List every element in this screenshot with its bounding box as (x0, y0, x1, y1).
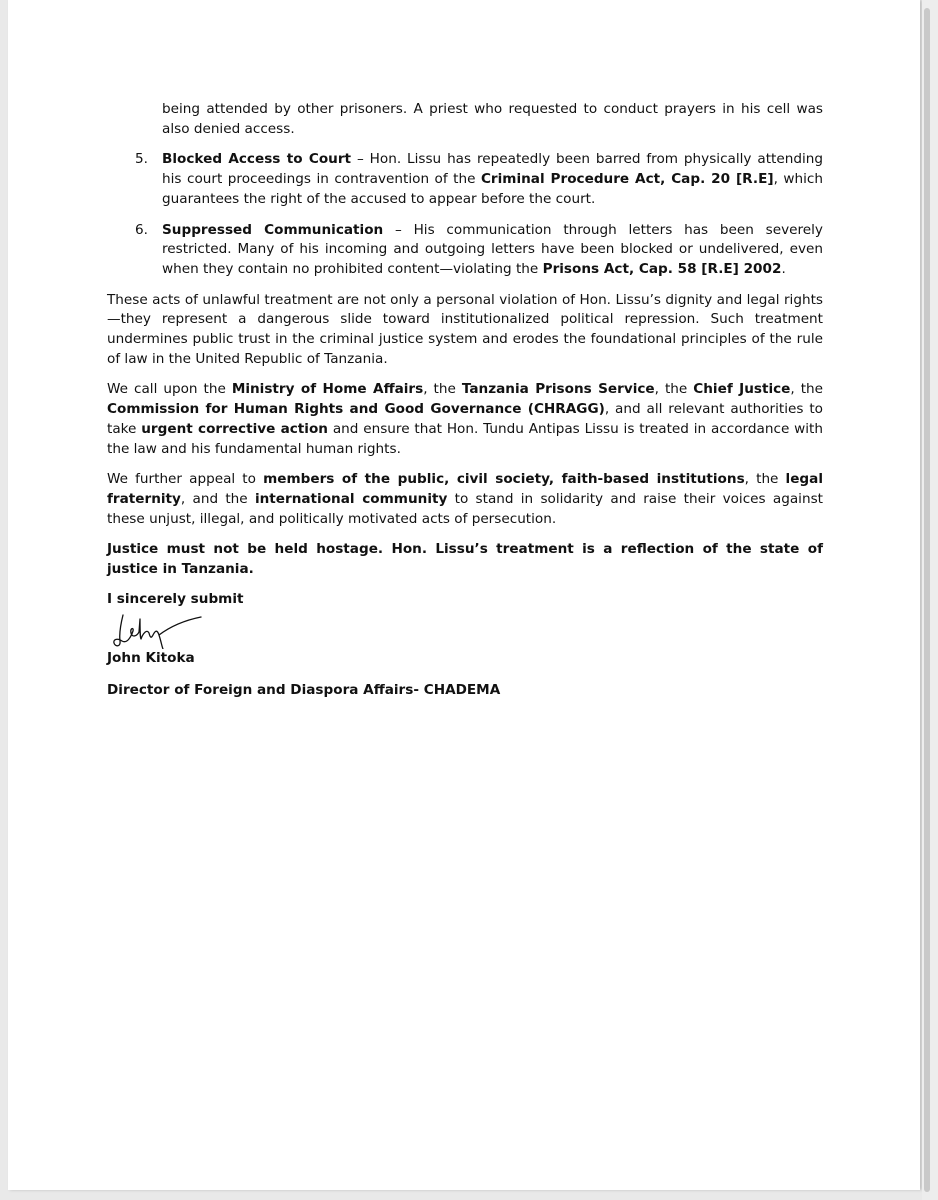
paragraph-unlawful-treatment: These acts of unlawful treatment are not only a personal violation of Hon. Lissu’s dignity and legal rights—they represent a dangerous slide toward institutionalized political repression. Such treatment undermines public trust in the criminal justice system and erodes the foundational principles of the rule of law in the United Republic of Tanzania. (107, 291, 823, 367)
list-number: 5. (135, 151, 148, 168)
signoff: I sincerely submit (107, 590, 244, 607)
list-number: 6. (135, 221, 148, 238)
list-item-text: – Hon. Lissu has repeatedly been barred from physically attending his court proceedings in contravention of the (162, 151, 823, 188)
bold-text: Commission for Human Rights and Good Governance (CHRAGG) (107, 401, 605, 418)
text: , the (790, 381, 824, 398)
list-item-blocked-access (107, 150, 823, 209)
list-item-text: , which guarantees the right of the accused to appear before the court. (162, 171, 823, 207)
text: , the (654, 381, 694, 398)
bold-text: Tanzania Prisons Service (461, 381, 655, 398)
paragraph-call-upon (107, 380, 823, 459)
document-body (107, 100, 823, 701)
list-item-continuation: being attended by other prisoners. A priest who requested to conduct prayers in his cell was also denied access. (162, 101, 823, 137)
text: , and the (180, 490, 255, 507)
list-item-heading: Blocked Access to Court (162, 151, 352, 168)
bold-text: legal fraternity (107, 471, 823, 507)
closing-statement: Justice must not be held hostage. Hon. Lissu’s treatment is a reflection of the state of justice in Tanzania. (107, 541, 823, 578)
signatory-name: John Kitoka (107, 650, 195, 667)
text: We further appeal to (107, 471, 264, 488)
text: , the (423, 381, 462, 398)
list-item-suppressed-communication (107, 221, 823, 280)
list-item-text: . (781, 260, 786, 277)
bold-text: international community (254, 490, 448, 507)
text: , and all relevant authorities to take (107, 401, 823, 437)
bold-text: members of the public, civil society, faith-based institutions (263, 471, 745, 488)
text: , the (744, 471, 786, 488)
list-item-text: – His communication through letters has been severely restricted. Many of his incoming and outgoing letters have been blocked or undelivered, even when they contain no prohibited content—violating the (162, 221, 823, 277)
legal-reference: Prisons Act, Cap. 58 [R.E] 2002 (542, 260, 782, 277)
list-item-heading: Suppressed Communication (162, 221, 384, 238)
bold-text: Chief Justice (693, 381, 791, 398)
paragraph-further-appeal (107, 470, 823, 529)
text: and ensure that Hon. Tundu Antipas Lissu is treated in accordance with the law and his fundamental human rights. (107, 420, 823, 457)
legal-reference: Criminal Procedure Act, Cap. 20 [R.E] (480, 171, 774, 188)
bold-text: Ministry of Home Affairs (231, 381, 424, 398)
signatory-title: Director of Foreign and Diaspora Affairs- CHADEMA (107, 682, 501, 699)
signature-image (109, 611, 219, 649)
text: to stand in solidarity and raise their voices against these unjust, illegal, and politically motivated acts of persecution. (107, 490, 823, 527)
text: We call upon the (107, 381, 232, 398)
scrollbar-thumb[interactable] (924, 8, 930, 1192)
bold-text: urgent corrective action (141, 420, 328, 437)
